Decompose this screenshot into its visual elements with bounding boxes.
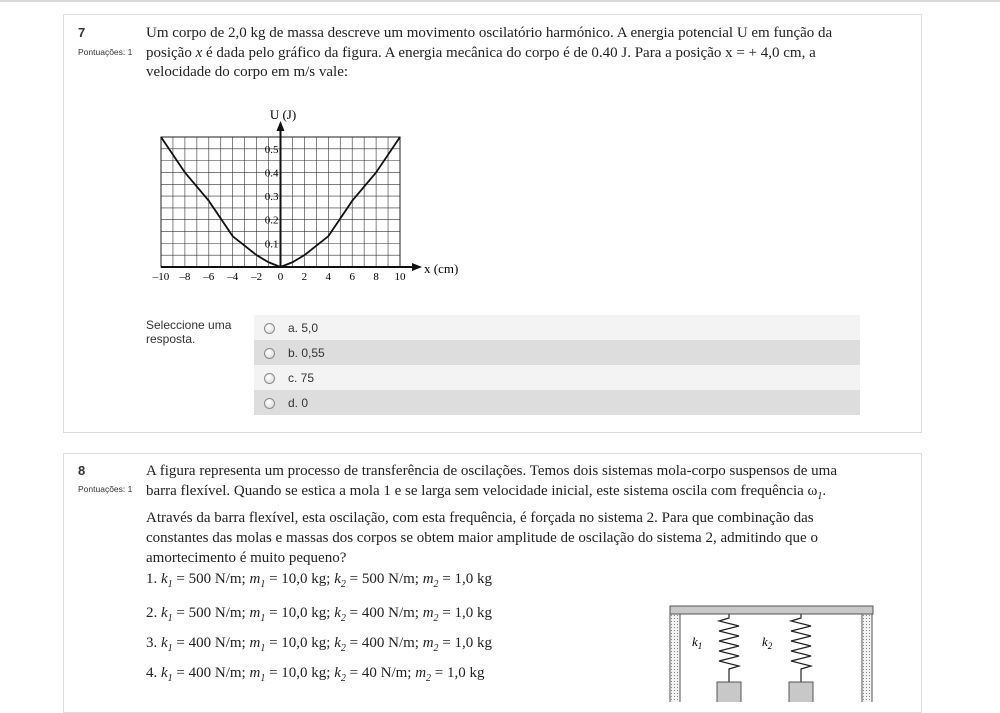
y-tick-label: 0.3	[264, 191, 279, 204]
x-tick-labels	[152, 271, 406, 283]
y-tick-label: 0.2	[264, 214, 279, 227]
x-tick-label: –8	[179, 271, 191, 283]
right-support	[862, 614, 872, 702]
x-tick-label: 10	[394, 271, 406, 283]
answer-option-a[interactable]: a. 5,0	[254, 315, 860, 340]
spring-1-label: $k_1$	[692, 634, 703, 651]
y-tick-label: 0.4	[264, 167, 279, 180]
x-tick-label: 8	[373, 271, 379, 283]
x-tick-label: 4	[325, 271, 332, 283]
option-1: 1. $k_1 = 500$ N/m; $m_1 = 10,0$ kg; $k_2 = 500$ N/m; $m_2 = 1,0$ kg	[146, 571, 493, 590]
y-tick-label: 0.1	[264, 238, 279, 251]
x-tick-label: –10	[152, 271, 170, 283]
answer-prompt: Seleccione uma resposta.	[146, 318, 232, 346]
spring-2	[791, 614, 811, 682]
radio-button[interactable]	[264, 348, 275, 359]
x-axis-arrow	[412, 263, 422, 271]
flexible-bar	[670, 606, 873, 614]
x-tick-label: –4	[227, 271, 239, 283]
x-tick-label: –2	[251, 271, 263, 283]
mass-2	[789, 682, 813, 702]
mass-1	[717, 682, 741, 702]
answer-list	[254, 315, 860, 415]
question-text: A figura representa um processo de transferência de oscilações. Temos dois sistemas mola-corpo suspensos de uma barra flexível. Quando se estica a mola 1 e se larga sem velocidade inicial, este sistema oscila com frequência $\omega_1$. Através da barra flexível, esta oscilação, com esta frequência, é forçada no sistema 2. Para que combinação das constantes das molas e massas dos corpos se obtem maior amplitude de oscilação do sistema 2, admitindo que o amortecimento é muito pequeno?	[146, 463, 837, 567]
option-3: 3. $k_1 = 400$ N/m; $m_1 = 10,0$ kg; $k_2 = 400$ N/m; $m_2 = 1,0$ kg	[146, 635, 493, 654]
question-number: 8	[78, 463, 86, 478]
option-2: 2. $k_1 = 500$ N/m; $m_1 = 10,0$ kg; $k_2 = 400$ N/m; $m_2 = 1,0$ kg	[146, 605, 493, 624]
left-support	[670, 614, 680, 702]
answer-option-b[interactable]: b. 0,55	[254, 340, 860, 365]
option-4: 4. $k_1 = 400$ N/m; $m_1 = 10,0$ kg; $k_2 = 40$ N/m; $m_2 = 1,0$ kg	[146, 665, 485, 684]
x-tick-label: 0	[277, 271, 284, 283]
spring-system-figure	[667, 602, 877, 702]
y-axis-arrow	[277, 121, 285, 131]
spring-2-label: $k_2$	[762, 634, 773, 651]
radio-button[interactable]	[264, 323, 275, 334]
question-7	[63, 14, 922, 433]
question-8	[63, 453, 922, 713]
spring-1	[719, 614, 739, 682]
x-tick-label: 6	[349, 271, 355, 283]
x-tick-label: 2	[301, 271, 308, 283]
radio-button[interactable]	[264, 398, 275, 409]
question-points: Pontuações: 1	[78, 484, 133, 494]
y-tick-label: 0.5	[264, 143, 279, 156]
radio-button[interactable]	[264, 373, 275, 384]
y-tick-labels	[265, 144, 279, 251]
answer-option-c[interactable]: c. 75	[254, 365, 860, 390]
x-tick-label: –6	[203, 271, 215, 283]
question-number: 7	[78, 25, 86, 40]
answer-option-d[interactable]: d. 0	[254, 390, 860, 415]
question-text: Um corpo de 2,0 kg de massa descreve um movimento oscilatório harmónico. A energia potencial U em função da posição x é dada pelo gráfico da figura. A energia mecânica do corpo é de 0.40 J. Para a posição x = + 4,0 cm, a velocidade do corpo em m/s vale:	[146, 25, 833, 80]
y-axis-label: U (J)	[269, 107, 297, 122]
top-border	[0, 0, 1000, 2]
x-axis-label: x (cm)	[424, 261, 459, 276]
potential-energy-chart	[146, 101, 476, 291]
question-points: Pontuações: 1	[78, 47, 133, 57]
